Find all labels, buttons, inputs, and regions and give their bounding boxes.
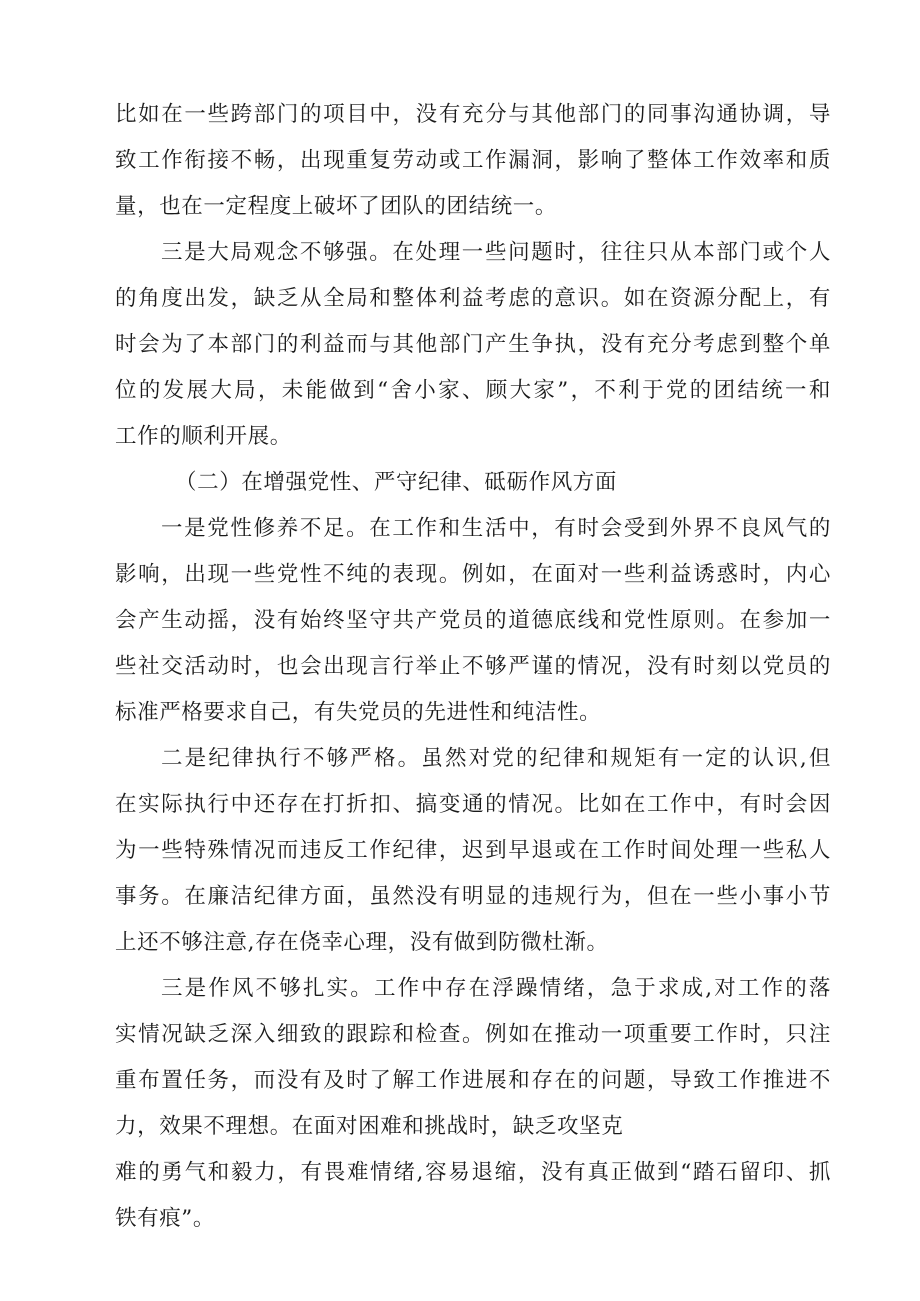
text-line: 会产生动摇，没有始终坚守共产党员的道德底线和党性原则。在参加一 bbox=[115, 608, 831, 633]
text-line: 致工作衔接不畅，出现重复劳动或工作漏洞，影响了整体工作效率和质 bbox=[115, 148, 831, 173]
text-line: 比如在一些跨部门的项目中，没有充分与其他部门的同事沟通协调，导 bbox=[115, 102, 831, 127]
text-line: 位的发展大局，未能做到“舍小家、顾大家”，不利于党的团结统一和 bbox=[115, 378, 831, 403]
paragraph-first-line: 三是作风不够扎实。工作中存在浮躁情绪，急于求成,对工作的落 bbox=[161, 976, 831, 1001]
text-line: 力，效果不理想。在面对困难和挑战时，缺乏攻坚克 bbox=[115, 1114, 624, 1139]
text-line: 实情况缺乏深入细致的跟踪和检查。例如在推动一项重要工作时，只注 bbox=[115, 1022, 831, 1047]
text-line: 为一些特殊情况而违反工作纪律，迟到早退或在工作时间处理一些私人 bbox=[115, 838, 831, 863]
text-line: 事务。在廉洁纪律方面，虽然没有明显的违规行为，但在一些小事小节 bbox=[115, 884, 831, 909]
paragraph-first-line: 二是纪律执行不够严格。虽然对党的纪律和规矩有一定的认识,但 bbox=[161, 746, 831, 771]
text-line: 些社交活动时，也会出现言行举止不够严谨的情况，没有时刻以党员的 bbox=[115, 654, 831, 679]
text-line: 在实际执行中还存在打折扣、搞变通的情况。比如在工作中，有时会因 bbox=[115, 792, 831, 817]
text-line: 重布置任务，而没有及时了解工作进展和存在的问题，导致工作推进不 bbox=[115, 1068, 831, 1093]
text-line: 影响，出现一些党性不纯的表现。例如，在面对一些利益诱惑时，内心 bbox=[115, 562, 831, 587]
section-heading: （二）在增强党性、严守纪律、砥砺作风方面 bbox=[175, 470, 618, 495]
text-line: 铁有痕”。 bbox=[115, 1206, 215, 1231]
text-line: 标准严格要求自己，有失党员的先进性和纯洁性。 bbox=[115, 700, 602, 725]
paragraph-first-line: 一是党性修养不足。在工作和生活中，有时会受到外界不良风气的 bbox=[161, 516, 831, 541]
text-line: 的角度出发，缺乏从全局和整体利益考虑的意识。如在资源分配上，有 bbox=[115, 286, 831, 311]
text-line: 上还不够注意,存在侥幸心理，没有做到防微杜渐。 bbox=[115, 930, 609, 955]
text-line: 难的勇气和毅力，有畏难情绪,容易退缩，没有真正做到“踏石留印、抓 bbox=[115, 1160, 831, 1185]
document-body bbox=[115, 92, 831, 1242]
text-line: 量，也在一定程度上破坏了团队的团结统一。 bbox=[115, 194, 558, 219]
text-line: 工作的顺利开展。 bbox=[115, 424, 292, 449]
paragraph-first-line: 三是大局观念不够强。在处理一些问题时，往往只从本部门或个人 bbox=[161, 240, 831, 265]
text-line: 时会为了本部门的利益而与其他部门产生争执，没有充分考虑到整个单 bbox=[115, 332, 831, 357]
